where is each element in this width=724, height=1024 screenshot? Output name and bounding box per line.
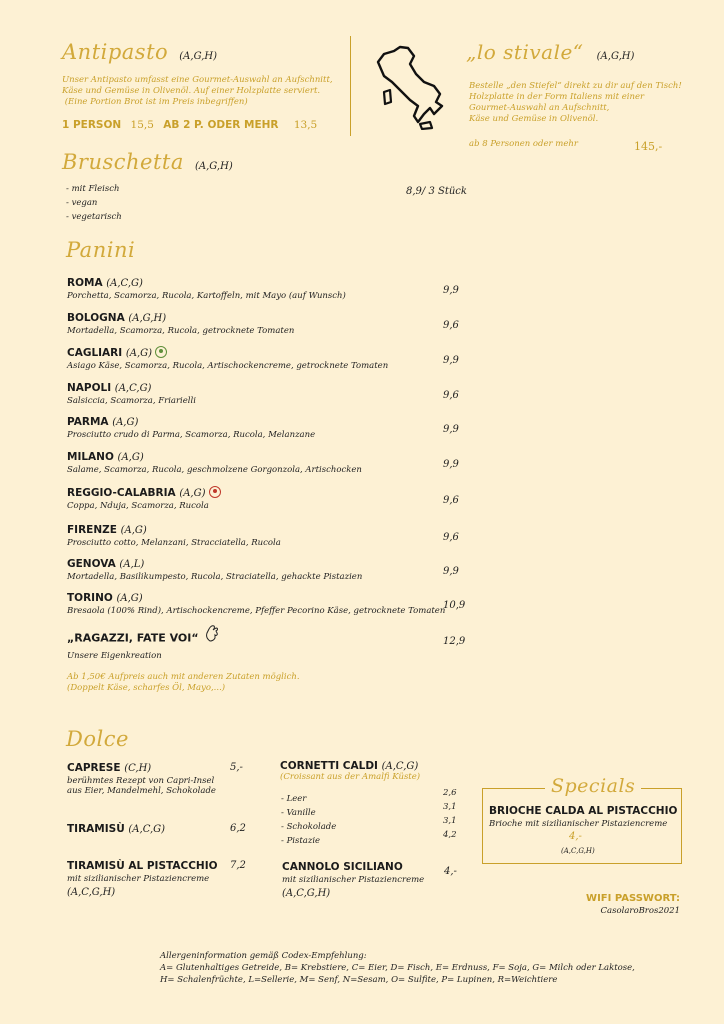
antipasto-desc-line: Käse und Gemüse in Olivenöl. Auf einer Holzplatte serviert. [62, 86, 321, 96]
dolce-item-name: CORNETTI CALDI [280, 760, 378, 772]
dolce-item-desc: aus Eier, Mandelmehl, Schokolade [67, 786, 216, 796]
panini-item-name: REGGIO-CALABRIA [67, 487, 176, 499]
panini-item-name: FIRENZE [67, 524, 117, 536]
panini-item-name: CAGLIARI [67, 347, 123, 359]
antipasto-section [62, 40, 342, 64]
antipasto-title: Antipasto [62, 40, 169, 64]
dolce-item-allergens: (C,H) [124, 763, 152, 774]
panini-extra-note [67, 672, 300, 694]
antipasto-description [62, 75, 342, 108]
panini-item-genova [67, 558, 467, 582]
allergen-info-line: Allergeninformation gemäß Codex-Empfehlung: [160, 951, 367, 961]
panini-item-name: TORINO [67, 592, 113, 604]
specials-title: Specials [545, 775, 641, 797]
dolce-item-allergens: (A,C,G) [381, 761, 419, 772]
specials-price: 4,- [569, 831, 582, 842]
bruschetta-option: - vegan [66, 198, 98, 208]
panini-item-price: 9,6 [443, 390, 459, 401]
bruschetta-options [66, 182, 122, 224]
dolce-item-desc: berühmtes Rezept von Capri-Insel [67, 776, 215, 786]
dolce-item-allergens: (A,C,G,H) [67, 887, 116, 898]
panini-item-allergens: (A,G) [116, 593, 143, 604]
cornetti-option: - Pistazie 4,2 [281, 830, 457, 846]
dolce-item-desc: mit sizilianischer Pistaziencreme [67, 874, 210, 884]
dolce-cannolo [282, 861, 462, 899]
panini-item-price: 9,9 [443, 424, 459, 435]
panini-item-price: 9,9 [443, 566, 459, 577]
dolce-tiramisu-price: 6,2 [230, 823, 246, 834]
stivale-desc-line: Gourmet-Auswahl an Aufschnitt, [469, 103, 610, 113]
stivale-desc-line: Holzplatte in der Form Italiens mit einer [469, 92, 645, 102]
panini-item-desc: Coppa, Nduja, Scamorza, Rucola [67, 501, 209, 511]
panini-item-name: NAPOLI [67, 382, 112, 394]
dolce-item-name: TIRAMISÙ AL PISTACCHIO [67, 860, 218, 872]
allergen-info [160, 950, 700, 986]
dolce-item-desc: mit sizilianischer Pistaziencreme [282, 875, 425, 885]
panini-item-bologna [67, 312, 467, 336]
panini-item-desc: Bresaola (100% Rind), Artischockencreme, Pfeffer Pecorino Käse, getrocknete Tomaten [67, 606, 446, 616]
antipasto-allergens: (A,G,H) [179, 51, 217, 62]
bruschetta-header [62, 150, 233, 174]
panini-item-price: 9,6 [443, 320, 459, 331]
cornetti-option: - Vanille 3,1 [281, 802, 457, 818]
antipasto-price-label-1: 1 PERSON [62, 119, 122, 131]
dolce-item-allergens: (A,C,G,H) [282, 888, 331, 899]
panini-item-name: BOLOGNA [67, 312, 125, 324]
bruschetta-option: - mit Fleisch [66, 184, 120, 194]
spicy-chili-icon [209, 486, 221, 498]
panini-item-parma [67, 416, 467, 440]
stivale-title: „lo stivale“ [466, 40, 584, 64]
dolce-cornetti [280, 760, 460, 783]
bruschetta-allergens: (A,G,H) [194, 161, 233, 172]
panini-item-desc: Salame, Scamorza, Rucola, geschmolzene Gorgonzola, Artischocken [67, 465, 362, 475]
wifi-password: CasolaroBros2021 [600, 906, 680, 916]
panini-item-cagliari [67, 347, 467, 371]
dolce-item-name: TIRAMISÙ [67, 823, 125, 835]
bruschetta-title: Bruschetta [62, 150, 184, 174]
panini-special-price: 12,9 [443, 636, 466, 647]
wifi-label: WIFI PASSWORT: [586, 893, 680, 904]
cornetti-options [281, 786, 457, 846]
panini-item-price: 10,9 [443, 600, 466, 611]
vegan-leaf-icon [155, 346, 167, 358]
stivale-header [466, 40, 706, 64]
dolce-item-name: CAPRESE [67, 762, 121, 774]
italian-hand-gesture-icon [204, 624, 220, 645]
panini-item-desc: Mortadella, Basilikumpesto, Rucola, Straciatella, gehackte Pistazien [67, 572, 363, 582]
panini-item-allergens: (A,C,G) [114, 383, 152, 394]
panini-item-ragazzi [67, 628, 467, 661]
panini-item-napoli [67, 382, 467, 406]
antipasto-price-2: 13,5 [293, 119, 318, 131]
allergen-info-line: H= Schalenfrüchte, L=Sellerie, M= Senf, N=Sesam, O= Sulfite, P= Lupinen, R=Weichtiere [160, 975, 558, 985]
panini-item-desc: Asiago Käse, Scamorza, Rucola, Artischockencreme, getrocknete Tomaten [67, 361, 389, 371]
antipasto-desc-line: (Eine Portion Brot ist im Preis inbegriffen) [62, 97, 248, 107]
panini-item-roma [67, 277, 467, 301]
panini-item-allergens: (A,G) [112, 417, 139, 428]
panini-item-allergens: (A,G) [179, 488, 206, 499]
cornetti-subtitle: (Croissant aus der Amalfi Küste) [280, 772, 421, 782]
stivale-desc-line: Bestelle „den Stiefel“ direkt zu dir auf den Tisch! [469, 81, 682, 91]
panini-item-name: ROMA [67, 277, 103, 289]
panini-item-desc: Porchetta, Scamorza, Rucola, Kartoffeln, mit Mayo (auf Wunsch) [67, 291, 346, 301]
panini-item-price: 9,9 [443, 459, 459, 470]
panini-item-name: GENOVA [67, 558, 116, 570]
panini-item-price: 9,9 [443, 355, 459, 366]
stivale-allergens: (A,G,H) [596, 51, 635, 62]
panini-special-desc: Unsere Eigenkreation [67, 651, 162, 661]
panini-item-allergens: (A,L) [119, 559, 145, 570]
panini-item-torino [67, 592, 467, 616]
cornetti-option: - Leer 2,6 [281, 788, 457, 804]
specials-allergens: (A,C,G,H) [561, 847, 595, 855]
dolce-cannolo-price: 4,- [444, 866, 457, 877]
panini-item-price: 9,6 [443, 532, 459, 543]
panini-item-name: PARMA [67, 416, 109, 428]
vertical-divider [350, 36, 351, 136]
antipasto-price-label-2: AB 2 P. ODER MEHR [163, 119, 279, 131]
panini-item-reggio-calabria [67, 487, 467, 511]
stivale-note: ab 8 Personen oder mehr [469, 139, 578, 149]
specials-desc: Brioche mit sizilianischer Pistaziencreme [489, 819, 668, 829]
panini-item-name: MILANO [67, 451, 114, 463]
panini-extra-line: Ab 1,50€ Aufpreis auch mit anderen Zutaten möglich. [67, 672, 300, 682]
stivale-description [469, 81, 699, 125]
stivale-price: 145,- [634, 140, 663, 153]
dolce-tiramisu-pistacchio-price: 7,2 [230, 860, 246, 871]
panini-item-milano [67, 451, 467, 475]
antipasto-prices [62, 119, 317, 131]
dolce-caprese [67, 762, 247, 796]
antipasto-price-1: 15,5 [130, 119, 154, 131]
dolce-caprese-price: 5,- [230, 762, 243, 773]
dolce-tiramisu [67, 823, 165, 835]
italy-map-icon [370, 44, 450, 130]
allergen-info-line: A= Glutenhaltiges Getreide, B= Krebstiere, C= Eier, D= Fisch, E= Erdnuss, F= Soja, G= Milch oder Laktose, [160, 963, 635, 973]
antipasto-desc-line: Unser Antipasto umfasst eine Gourmet-Auswahl an Aufschnitt, [62, 75, 333, 85]
panini-item-allergens: (A,C,G) [106, 278, 143, 289]
panini-item-allergens: (A,G,H) [128, 313, 167, 324]
panini-extra-line: (Doppelt Käse, scharfes Öl, Mayo,...) [67, 683, 226, 693]
panini-item-desc: Salsiccia, Scamorza, Friarielli [67, 396, 196, 406]
panini-item-allergens: (A,G) [120, 525, 147, 536]
panini-item-price: 9,6 [443, 495, 459, 506]
specials-name: BRIOCHE CALDA AL PISTACCHIO [489, 805, 678, 817]
specials-box [482, 775, 682, 864]
panini-item-allergens: (A,G) [117, 452, 144, 463]
dolce-title: Dolce [66, 727, 129, 751]
panini-item-price: 9,9 [443, 285, 459, 296]
panini-item-desc: Prosciutto crudo di Parma, Scamorza, Rucola, Melanzane [67, 430, 316, 440]
panini-item-desc: Mortadella, Scamorza, Rucola, getrocknete Tomaten [67, 326, 295, 336]
panini-item-firenze [67, 524, 467, 548]
panini-title: Panini [66, 238, 136, 262]
dolce-item-name: CANNOLO SICILIANO [282, 861, 403, 873]
bruschetta-option: - vegetarisch [66, 212, 122, 222]
bruschetta-price: 8,9/ 3 Stück [406, 186, 467, 197]
stivale-desc-line: Käse und Gemüse in Olivenöl. [469, 114, 599, 124]
dolce-item-allergens: (A,C,G) [128, 824, 166, 835]
panini-special-name: „RAGAZZI, FATE VOI“ [67, 631, 199, 645]
panini-item-desc: Prosciutto cotto, Melanzani, Stracciatella, Rucola [67, 538, 281, 548]
cornetti-option: - Schokolade 3,1 [281, 816, 457, 832]
panini-item-allergens: (A,G) [125, 348, 153, 359]
